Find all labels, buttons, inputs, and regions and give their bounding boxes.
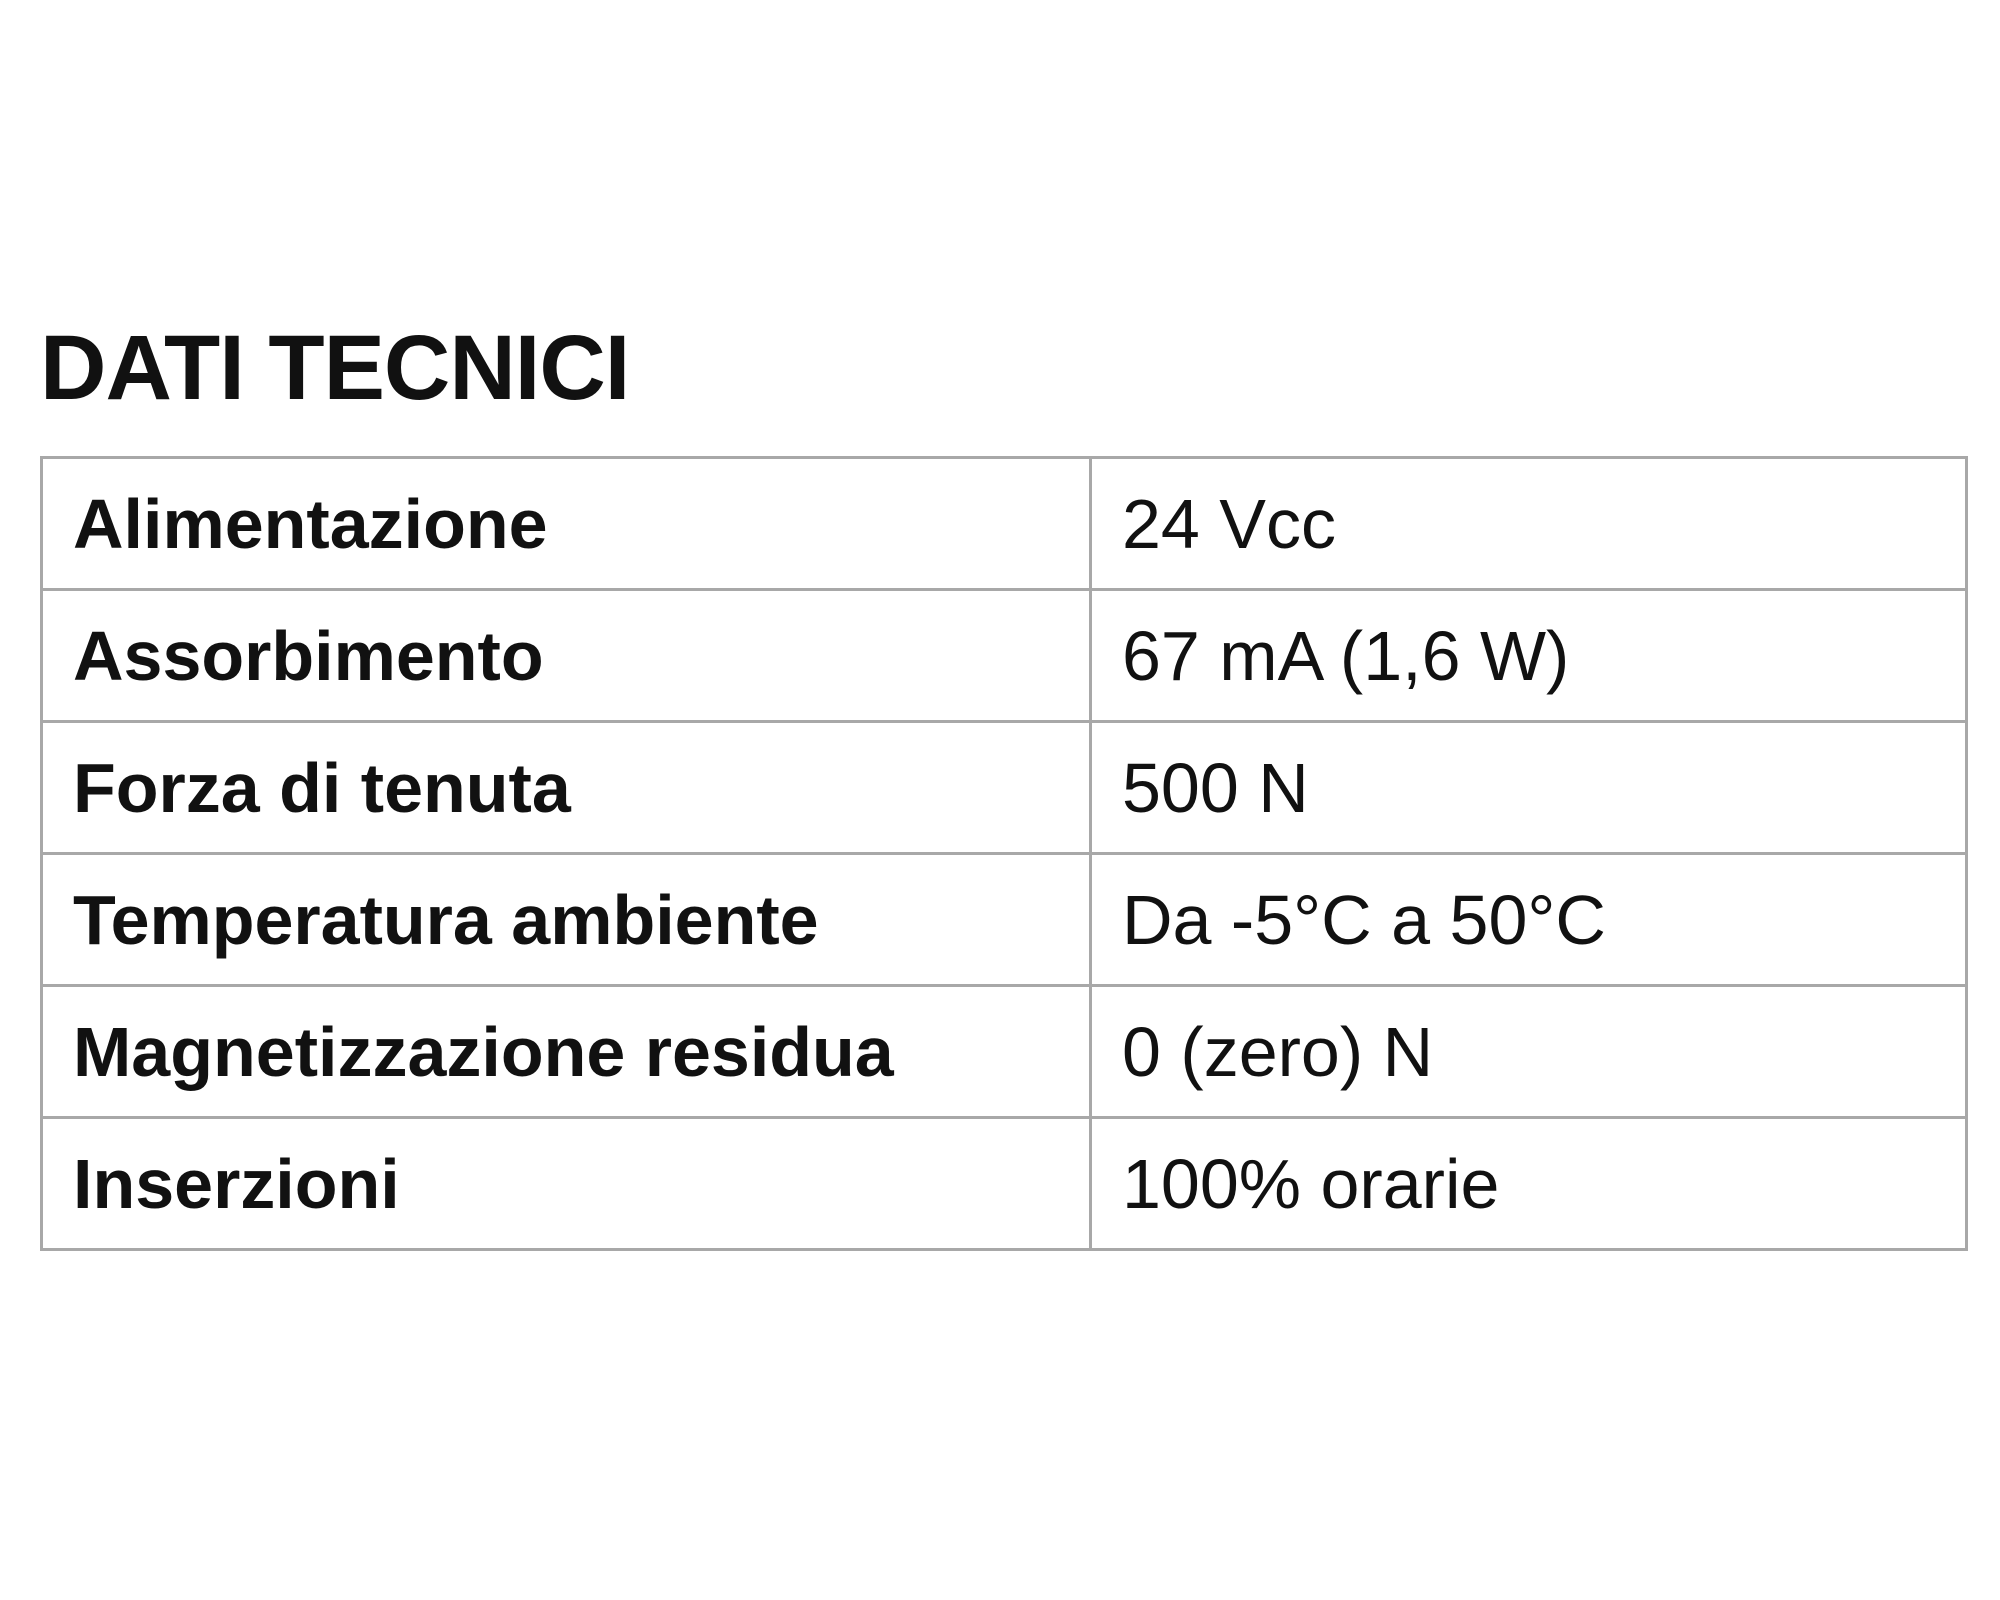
- table-row: [42, 722, 1967, 854]
- table-row: [42, 458, 1967, 590]
- section-title: DATI TECNICI: [40, 317, 630, 419]
- spec-value: 500 N: [1091, 722, 1967, 854]
- spec-label: Forza di tenuta: [42, 722, 1091, 854]
- table-row: [42, 1118, 1967, 1250]
- spec-value: 67 mA (1,6 W): [1091, 590, 1967, 722]
- spec-label: Temperatura ambiente: [42, 854, 1091, 986]
- table-row: [42, 590, 1967, 722]
- spec-label: Assorbimento: [42, 590, 1091, 722]
- spec-label: Magnetizzazione residua: [42, 986, 1091, 1118]
- spec-label: Inserzioni: [42, 1118, 1091, 1250]
- spec-value: 0 (zero) N: [1091, 986, 1967, 1118]
- technical-data-table: [40, 456, 1968, 1251]
- spec-value: 24 Vcc: [1091, 458, 1967, 590]
- table-row: [42, 986, 1967, 1118]
- spec-value: Da -5°C a 50°C: [1091, 854, 1967, 986]
- spec-label: Alimentazione: [42, 458, 1091, 590]
- table-row: [42, 854, 1967, 986]
- spec-value: 100% orarie: [1091, 1118, 1967, 1250]
